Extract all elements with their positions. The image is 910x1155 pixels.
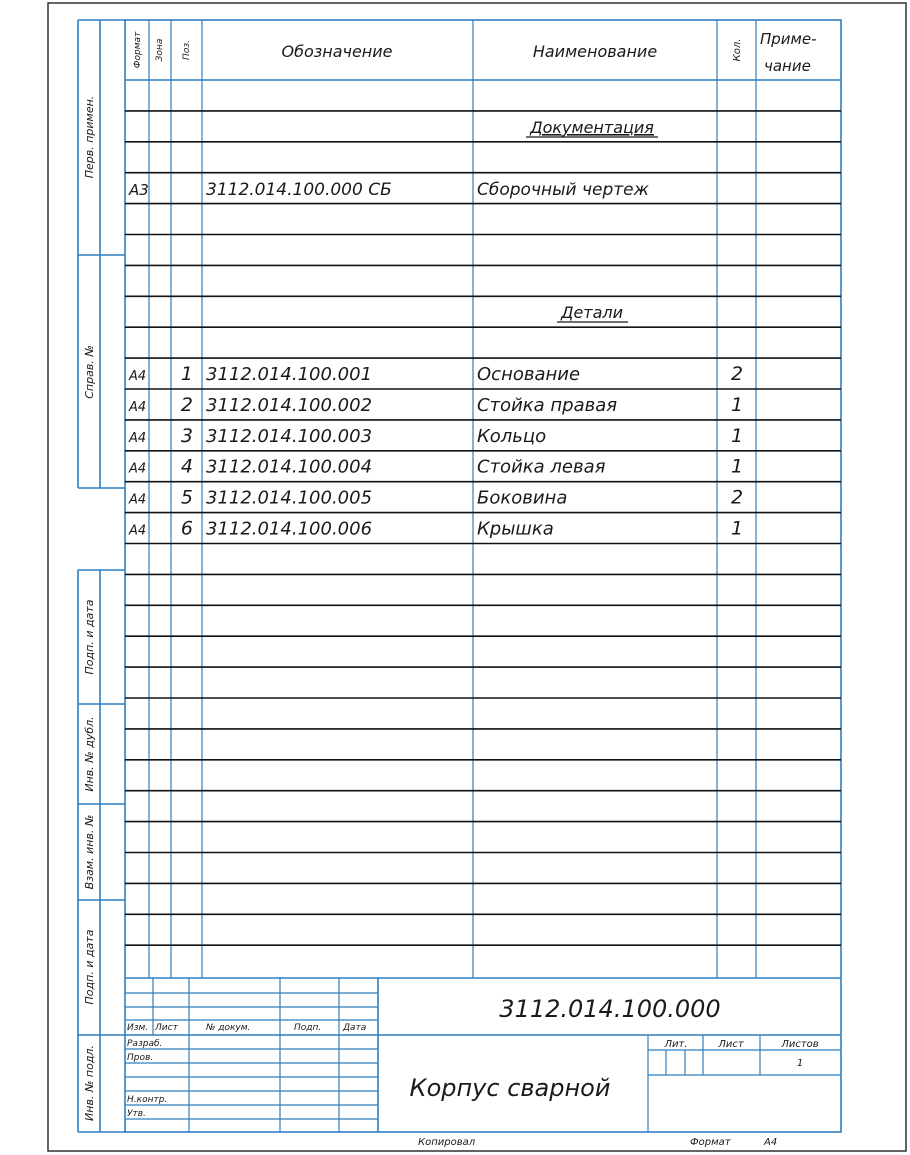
tb-col-change: Изм. [127, 1023, 149, 1033]
header-pos: Поз. [182, 40, 192, 60]
tb-developed: Разраб. [127, 1039, 163, 1049]
part-qty: 2 [730, 363, 744, 385]
part-name: Стойка левая [477, 456, 606, 478]
part-pos: 2 [180, 393, 193, 416]
footer-format-label: Формат [690, 1137, 731, 1148]
side-label-orig-inv: Инв. № подл. [83, 1045, 96, 1121]
tb-col-date: Дата [343, 1023, 367, 1033]
doc-row-format: А3 [129, 181, 149, 199]
tb-col-doc-no: № докум. [206, 1023, 251, 1033]
side-label-dup-inv: Инв. № дубл. [83, 716, 96, 792]
part-designation: 3112.014.100.002 [206, 394, 373, 416]
doc-row-designation: 3112.014.100.000 СБ [206, 180, 392, 200]
part-qty: 1 [730, 424, 744, 447]
footer-copied: Копировал [418, 1137, 476, 1148]
side-label-first-use: Перв. примен. [83, 95, 96, 179]
part-format: А4 [129, 461, 147, 477]
header-name: Наименование [532, 42, 658, 61]
doc-row-name: Сборочный чертеж [477, 180, 649, 200]
part-format: А4 [129, 399, 147, 415]
part-designation: 3112.014.100.003 [206, 425, 373, 447]
part-name: Крышка [477, 518, 554, 540]
table-row [128, 394, 743, 416]
part-format: А4 [129, 369, 147, 384]
header-note-line1: Приме- [760, 30, 817, 48]
header-zone: Зона [155, 38, 165, 62]
part-format: А4 [129, 523, 147, 539]
part-pos: 4 [180, 455, 193, 478]
part-designation: 3112.014.100.001 [206, 364, 373, 385]
tb-title: Корпус сварной [409, 1074, 611, 1102]
tb-col-sheet: Лист [155, 1023, 178, 1033]
tb-lit: Лит. [664, 1039, 688, 1050]
part-designation: 3112.014.100.006 [206, 518, 373, 540]
tb-sheet: Лист [718, 1039, 744, 1050]
side-label-sign-date-1: Подп. и дата [83, 599, 96, 675]
table-row [128, 363, 743, 385]
table-row [128, 456, 743, 478]
side-label-replace-inv: Взам. инв. № [83, 814, 96, 890]
header-qty: Кол. [732, 38, 743, 62]
header-designation: Обозначение [281, 42, 393, 61]
side-label-sign-date-2: Подп. и дата [83, 929, 96, 1005]
title-block [125, 978, 841, 1132]
part-qty: 1 [730, 393, 744, 416]
part-pos: 3 [180, 424, 193, 447]
tb-checked: Пров. [127, 1053, 154, 1063]
tb-code: 3112.014.100.000 [499, 995, 721, 1023]
part-format: А4 [129, 430, 147, 446]
part-format: А4 [129, 492, 147, 508]
table-row [128, 425, 743, 447]
table-row [128, 487, 743, 509]
tb-sheets-value: 1 [796, 1058, 804, 1069]
part-designation: 3112.014.100.004 [206, 456, 373, 478]
tb-norm-control: Н.контр. [127, 1095, 168, 1105]
part-qty: 2 [730, 486, 744, 509]
tb-sheets: Листов [781, 1039, 819, 1050]
part-name: Кольцо [477, 425, 547, 447]
tb-approved: Утв. [127, 1109, 146, 1119]
part-name: Боковина [477, 487, 568, 509]
header-note-line2: чание [764, 57, 811, 75]
section-parts: Детали [560, 303, 624, 322]
part-qty: 1 [730, 455, 744, 478]
footer-format-value: А4 [764, 1137, 778, 1148]
table-row [128, 518, 743, 540]
side-label-ref-no: Справ. № [83, 345, 96, 399]
part-name: Стойка правая [477, 394, 618, 416]
part-pos: 1 [180, 363, 193, 385]
header-format: Формат [133, 31, 143, 69]
part-qty: 1 [730, 517, 744, 540]
part-pos: 5 [180, 486, 193, 509]
part-designation: 3112.014.100.005 [206, 487, 373, 509]
part-pos: 6 [180, 517, 193, 540]
part-name: Основание [477, 364, 581, 385]
section-documentation: Документация [530, 118, 654, 137]
tb-col-sign: Подп. [294, 1023, 322, 1033]
